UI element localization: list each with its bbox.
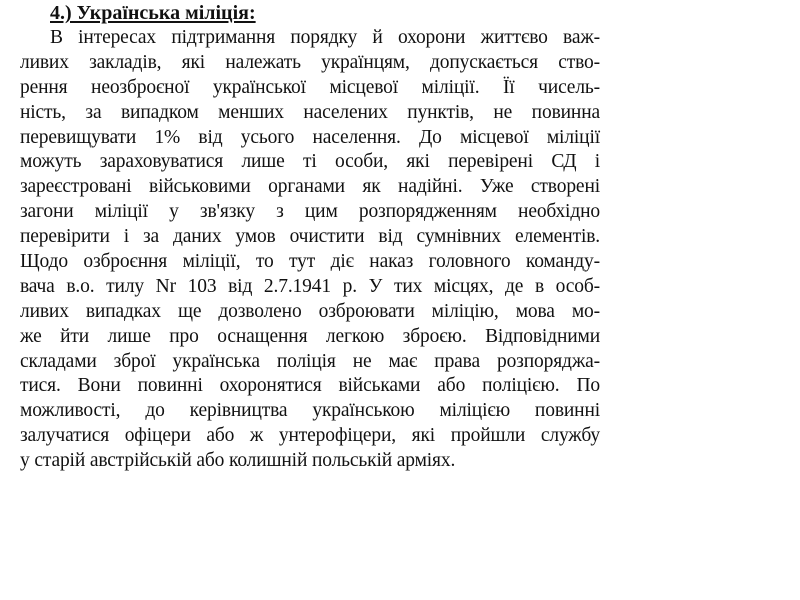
text-line: ливих випадках ще дозволено озброювати міліцію, мова мо- bbox=[20, 300, 600, 322]
text-line: рення неозброєної української місцевої міліції. Її чисель- bbox=[20, 76, 600, 98]
text-line: зареєстровані військовими органами як надійні. Уже створені bbox=[20, 176, 600, 198]
text-line: вача в.о. тилу Nr 103 від 2.7.1941 р. У тих місцях, де в особ- bbox=[20, 275, 600, 297]
text-line: тися. Вони повинні охоронятися військами або поліцією. По bbox=[20, 375, 600, 397]
text-line: перевищувати 1% від усього населення. До місцевої міліції bbox=[20, 126, 600, 148]
text-line: же йти лише про оснащення легкою зброєю. Відповідними bbox=[20, 325, 600, 347]
text-line: ність, за випадком менших населених пунктів, не повинна bbox=[20, 101, 600, 123]
section-heading: 4.) Українська міліція: bbox=[50, 2, 256, 24]
text-line: В інтересах підтримання порядку й охорони життєво важ- bbox=[50, 27, 600, 48]
text-line: у старій австрійській або колишній польській арміях. bbox=[20, 450, 456, 472]
text-line: Щодо озброєння міліції, то тут діє наказ головного команду- bbox=[20, 251, 600, 273]
document-page bbox=[20, 0, 600, 474]
text-line: загони міліції у зв'язку з цим розпорядженням необхідно bbox=[20, 201, 600, 223]
text-line: ливих закладів, які належать українцям, допускається ство- bbox=[20, 51, 600, 73]
text-line: можуть зараховуватися лише ті особи, які перевірені СД і bbox=[20, 151, 600, 173]
text-line: перевірити і за даних умов очистити від сумнівних елементів. bbox=[20, 226, 600, 248]
text-line: залучатися офіцери або ж унтерофіцери, які пройшли службу bbox=[20, 425, 600, 447]
section-body bbox=[20, 26, 600, 474]
text-line: можливості, до керівництва українською міліцією повинні bbox=[20, 400, 600, 422]
text-line: складами зброї українська поліція не має права розпоряджа- bbox=[20, 350, 600, 372]
